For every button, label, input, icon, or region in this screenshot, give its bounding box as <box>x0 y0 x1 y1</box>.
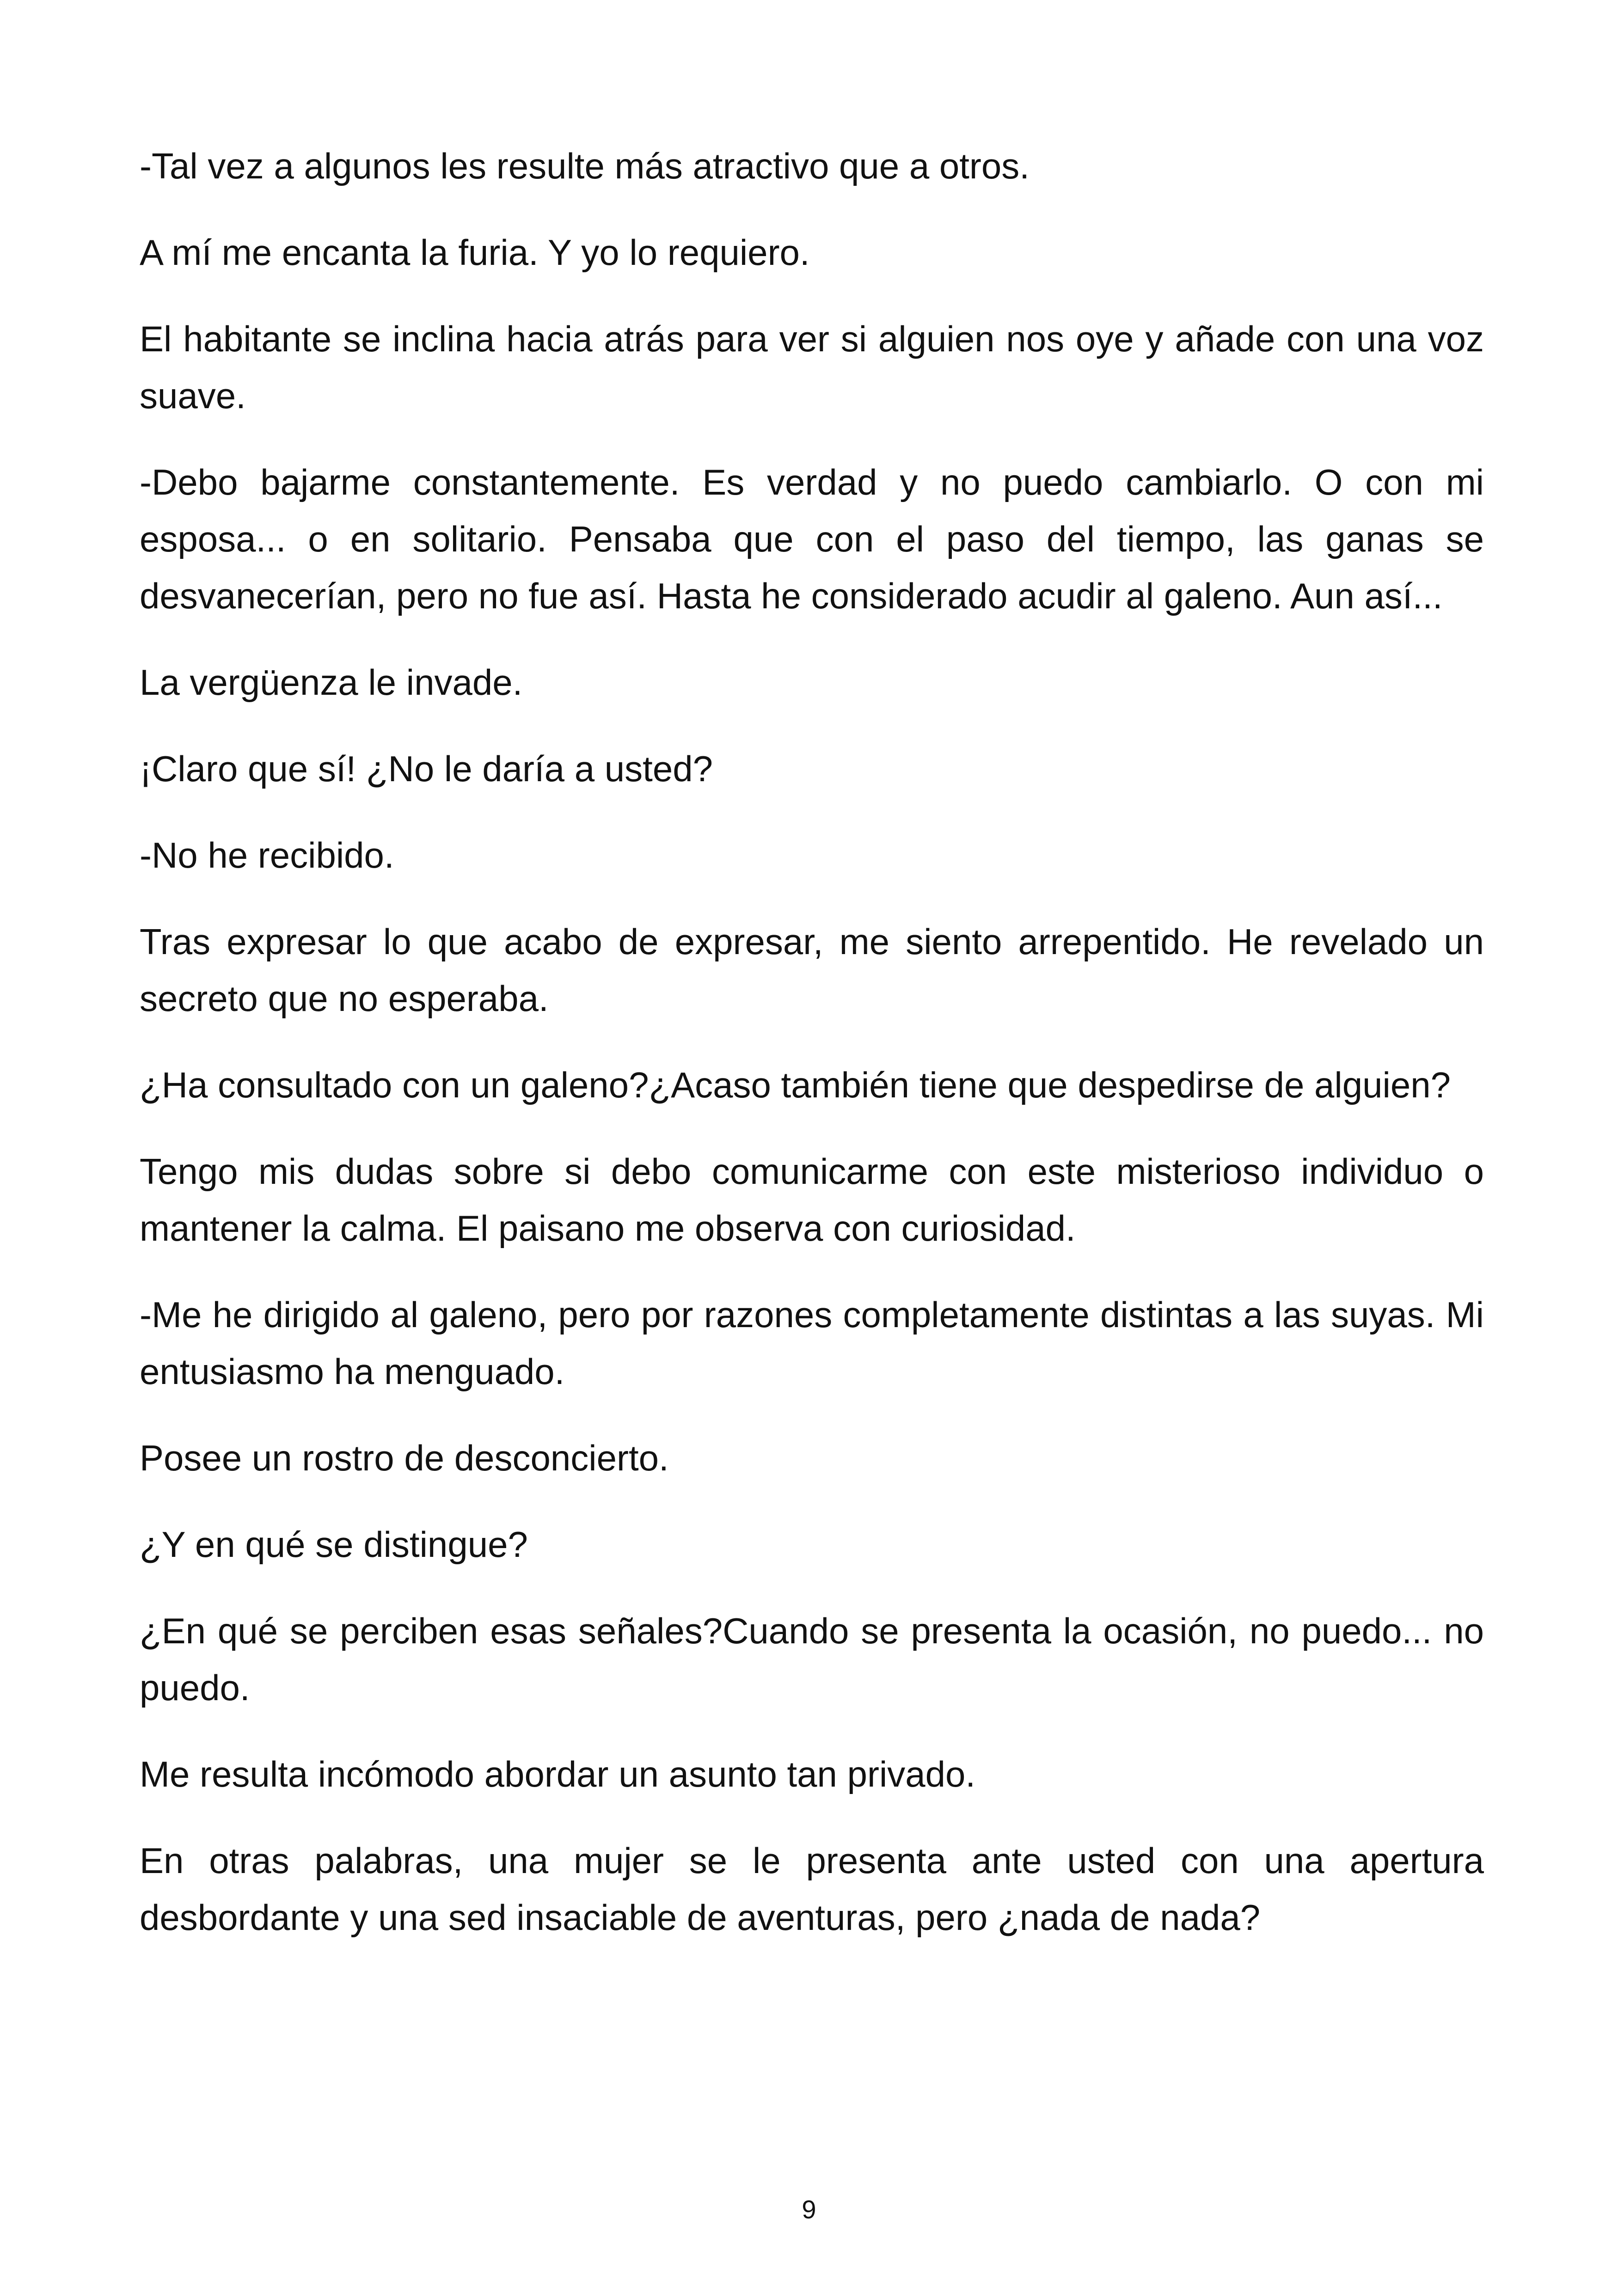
paragraph: -Me he dirigido al galeno, pero por razones completamente distintas a las suyas. Mi entusiasmo ha menguado. <box>140 1294 1484 1392</box>
paragraph: -No he recibido. <box>140 835 394 876</box>
paragraph: ¿En qué se perciben esas señales?Cuando se presenta la ocasión, no puedo... no puedo. <box>140 1610 1484 1708</box>
paragraph: Me resulta incómodo abordar un asunto tan privado. <box>140 1754 976 1794</box>
paragraph: Tengo mis dudas sobre si debo comunicarme con este misterioso individuo o mantener la calma. El paisano me observa con curiosidad. <box>140 1151 1484 1249</box>
paragraph: En otras palabras, una mujer se le presenta ante usted con una apertura desbordante y una sed insaciable de aventuras, pero ¿nada de nada? <box>140 1840 1484 1938</box>
paragraph: A mí me encanta la furia. Y yo lo requiero. <box>140 232 810 273</box>
paragraph: ¿Ha consultado con un galeno?¿Acaso también tiene que despedirse de alguien? <box>140 1065 1451 1105</box>
paragraph: ¡Claro que sí! ¿No le daría a usted? <box>140 748 713 789</box>
paragraph: Posee un rostro de desconcierto. <box>140 1438 669 1478</box>
paragraph: El habitante se inclina hacia atrás para ver si alguien nos oye y añade con una voz suave. <box>140 318 1484 416</box>
paragraph: -Debo bajarme constantemente. Es verdad y no puedo cambiarlo. O con mi esposa... o en solitario. Pensaba que con el paso del tiempo, las ganas se desvanecerían, pero no fue así. Hasta he considerado acudir al galeno. Aun así... <box>140 462 1484 616</box>
paragraph: Tras expresar lo que acabo de expresar, me siento arrepentido. He revelado un secreto que no esperaba. <box>140 921 1484 1019</box>
paragraph: ¿Y en qué se distingue? <box>140 1524 528 1565</box>
paragraph: La vergüenza le invade. <box>140 662 523 703</box>
body-text <box>140 138 1484 1976</box>
page-number: 9 <box>802 2195 816 2224</box>
paragraph: -Tal vez a algunos les resulte más atractivo que a otros. <box>140 146 1030 186</box>
